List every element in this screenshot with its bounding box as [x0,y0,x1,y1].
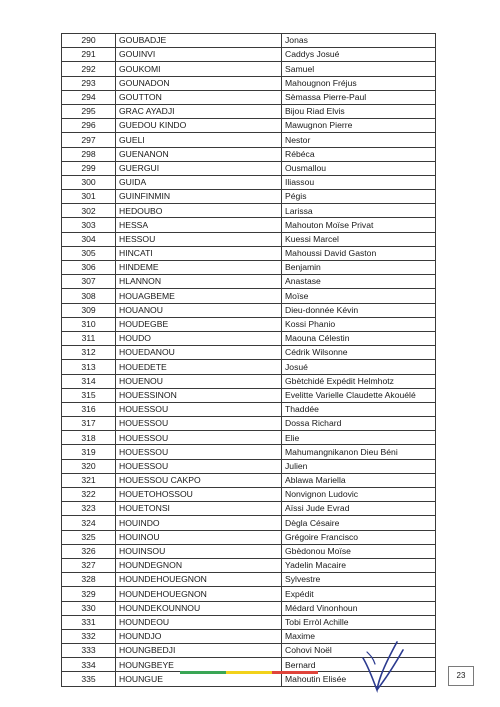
flag-stripe-yellow [226,671,272,674]
row-number: 327 [62,558,116,572]
surname-cell: GUELI [116,133,282,147]
surname-cell: GOUKOMI [116,62,282,76]
row-number: 315 [62,388,116,402]
row-number: 317 [62,417,116,431]
given-names-cell: Yadelin Macaire [282,558,436,572]
table-row [62,90,436,104]
given-names-cell: Gbèdonou Moïse [282,544,436,558]
table-row [62,459,436,473]
row-number: 316 [62,402,116,416]
given-names-cell: Kossi Phanio [282,317,436,331]
row-number: 323 [62,502,116,516]
surname-cell: HOUNDEOU [116,615,282,629]
given-names-cell: Mahougnon Fréjus [282,76,436,90]
row-number: 314 [62,374,116,388]
table-row [62,488,436,502]
surname-cell: HOUESSINON [116,388,282,402]
given-names-cell: Jonas [282,34,436,48]
table-row [62,544,436,558]
row-number: 301 [62,190,116,204]
table-row [62,516,436,530]
given-names-cell: Mahoutin Elisée [282,672,436,686]
surname-cell: HOUEDANOU [116,346,282,360]
surname-cell: HOUEDETE [116,360,282,374]
given-names-cell: Cédrik Wilsonne [282,346,436,360]
given-names-cell: Elie [282,431,436,445]
row-number: 305 [62,246,116,260]
surname-cell: HOUNGBEYE [116,658,282,672]
surname-cell: GOUBADJE [116,34,282,48]
given-names-cell: Tobi Erròl Achille [282,615,436,629]
given-names-cell: Expédit [282,587,436,601]
row-number: 310 [62,317,116,331]
surname-cell: HINCATI [116,246,282,260]
table-row [62,190,436,204]
row-number: 304 [62,232,116,246]
given-names-cell: Sèmassa Pierre-Paul [282,90,436,104]
surname-cell: HOUINDO [116,516,282,530]
given-names-cell: Mahumangnikanon Dieu Béni [282,445,436,459]
table-row [62,289,436,303]
row-number: 290 [62,34,116,48]
surname-cell: HOUNGUE [116,672,282,686]
table-row [62,232,436,246]
given-names-cell: Thaddée [282,402,436,416]
given-names-cell: Evelitte Varielle Claudette Akouélé [282,388,436,402]
row-number: 302 [62,204,116,218]
surname-cell: HOUANOU [116,303,282,317]
surname-cell: HOUESSOU [116,402,282,416]
given-names-cell: Cohovi Noël [282,644,436,658]
surname-cell: GUEDOU KINDO [116,119,282,133]
surname-cell: HOUESSOU [116,445,282,459]
table-row [62,34,436,48]
table-row [62,402,436,416]
given-names-cell: Gbètchidé Expédit Helmhotz [282,374,436,388]
table-row [62,48,436,62]
given-names-cell: Bernard [282,658,436,672]
row-number: 307 [62,275,116,289]
row-number: 335 [62,672,116,686]
surname-cell: HOUNDEKOUNNOU [116,601,282,615]
given-names-cell: Dègla Césaire [282,516,436,530]
surname-cell: GOUTTON [116,90,282,104]
row-number: 330 [62,601,116,615]
table-row [62,417,436,431]
surname-cell: GRAC AYADJI [116,104,282,118]
table-row [62,587,436,601]
table-row [62,445,436,459]
row-number: 333 [62,644,116,658]
given-names-cell: Iliassou [282,175,436,189]
surname-cell: GUIDA [116,175,282,189]
table-row [62,76,436,90]
surname-cell: HOUINOU [116,530,282,544]
table-row [62,502,436,516]
row-number: 306 [62,261,116,275]
row-number: 325 [62,530,116,544]
surname-cell: HOUESSOU CAKPO [116,473,282,487]
table-row [62,246,436,260]
surname-cell: HOUESSOU [116,417,282,431]
row-number: 329 [62,587,116,601]
given-names-cell: Anastase [282,275,436,289]
table-row [62,133,436,147]
surname-cell: HLANNON [116,275,282,289]
table-row [62,346,436,360]
surname-cell: HEDOUBO [116,204,282,218]
table-row [62,473,436,487]
row-number: 324 [62,516,116,530]
row-number: 296 [62,119,116,133]
row-number: 295 [62,104,116,118]
flag-stripe [180,671,318,674]
row-number: 319 [62,445,116,459]
given-names-cell: Nestor [282,133,436,147]
table-row [62,303,436,317]
table-row [62,374,436,388]
given-names-cell: Larissa [282,204,436,218]
given-names-cell: Mahouton Moïse Privat [282,218,436,232]
table-row [62,573,436,587]
given-names-cell: Dossa Richard [282,417,436,431]
row-number: 294 [62,90,116,104]
surname-cell: HOUESSOU [116,459,282,473]
row-number: 318 [62,431,116,445]
given-names-cell: Sylvestre [282,573,436,587]
surname-cell: GUENANON [116,147,282,161]
surname-cell: HOUESSOU [116,431,282,445]
surname-cell: GOUINVI [116,48,282,62]
given-names-cell: Rébéca [282,147,436,161]
given-names-cell: Benjamin [282,261,436,275]
given-names-cell: Bijou Riad Elvis [282,104,436,118]
row-number: 300 [62,175,116,189]
row-number: 331 [62,615,116,629]
table-row [62,388,436,402]
surname-cell: HOUAGBEME [116,289,282,303]
row-number: 311 [62,331,116,345]
table-row [62,62,436,76]
given-names-cell: Grégoire Francisco [282,530,436,544]
row-number: 298 [62,147,116,161]
row-number: 299 [62,161,116,175]
table-row [62,161,436,175]
table-row [62,147,436,161]
given-names-cell: Ablawa Mariella [282,473,436,487]
given-names-cell: Médard Vinonhoun [282,601,436,615]
given-names-cell: Pégis [282,190,436,204]
row-number: 332 [62,629,116,643]
names-table [61,33,436,687]
given-names-cell: Moïse [282,289,436,303]
given-names-cell: Mahoussi David Gaston [282,246,436,260]
table-row [62,218,436,232]
surname-cell: HOUDO [116,331,282,345]
row-number: 322 [62,488,116,502]
names-table-body [62,34,436,687]
row-number: 313 [62,360,116,374]
surname-cell: HOUNDEGNON [116,558,282,572]
given-names-cell: Nonvignon Ludovic [282,488,436,502]
surname-cell: HOUINSOU [116,544,282,558]
surname-cell: HOUNDJO [116,629,282,643]
surname-cell: GUINFINMIN [116,190,282,204]
given-names-cell: Kuessi Marcel [282,232,436,246]
row-number: 321 [62,473,116,487]
surname-cell: HINDEME [116,261,282,275]
table-row [62,530,436,544]
table-row [62,104,436,118]
row-number: 297 [62,133,116,147]
row-number: 326 [62,544,116,558]
row-number: 303 [62,218,116,232]
given-names-cell: Maxime [282,629,436,643]
given-names-cell: Julien [282,459,436,473]
handwritten-signature [355,628,415,698]
table-row [62,558,436,572]
row-number: 334 [62,658,116,672]
surname-cell: HOUNDEHOUEGNON [116,587,282,601]
given-names-cell: Josué [282,360,436,374]
table-row [62,360,436,374]
table-row [62,119,436,133]
table-row [62,175,436,189]
surname-cell: GUERGUI [116,161,282,175]
surname-cell: HOUNGBEDJI [116,644,282,658]
table-row [62,331,436,345]
row-number: 309 [62,303,116,317]
surname-cell: HOUETOHOSSOU [116,488,282,502]
surname-cell: HOUDEGBE [116,317,282,331]
surname-cell: HOUENOU [116,374,282,388]
surname-cell: GOUNADON [116,76,282,90]
row-number: 293 [62,76,116,90]
row-number: 308 [62,289,116,303]
surname-cell: HESSOU [116,232,282,246]
given-names-cell: Caddys Josué [282,48,436,62]
given-names-cell: Maouna Célestin [282,331,436,345]
page-number: 23 [456,671,466,680]
flag-stripe-red [272,671,318,674]
table-row [62,275,436,289]
surname-cell: HESSA [116,218,282,232]
row-number: 320 [62,459,116,473]
given-names-cell: Samuel [282,62,436,76]
table-row [62,431,436,445]
given-names-cell: Mawugnon Pierre [282,119,436,133]
given-names-cell: Ousmallou [282,161,436,175]
row-number: 292 [62,62,116,76]
given-names-cell: Dieu-donnée Kévin [282,303,436,317]
table-row [62,261,436,275]
row-number: 328 [62,573,116,587]
table-row [62,601,436,615]
table-row [62,317,436,331]
surname-cell: HOUNDEHOUEGNON [116,573,282,587]
row-number: 291 [62,48,116,62]
surname-cell: HOUETONSI [116,502,282,516]
given-names-cell: Aïssi Jude Evrad [282,502,436,516]
row-number: 312 [62,346,116,360]
page-number-box [448,666,474,686]
flag-stripe-green [180,671,226,674]
table-row [62,204,436,218]
